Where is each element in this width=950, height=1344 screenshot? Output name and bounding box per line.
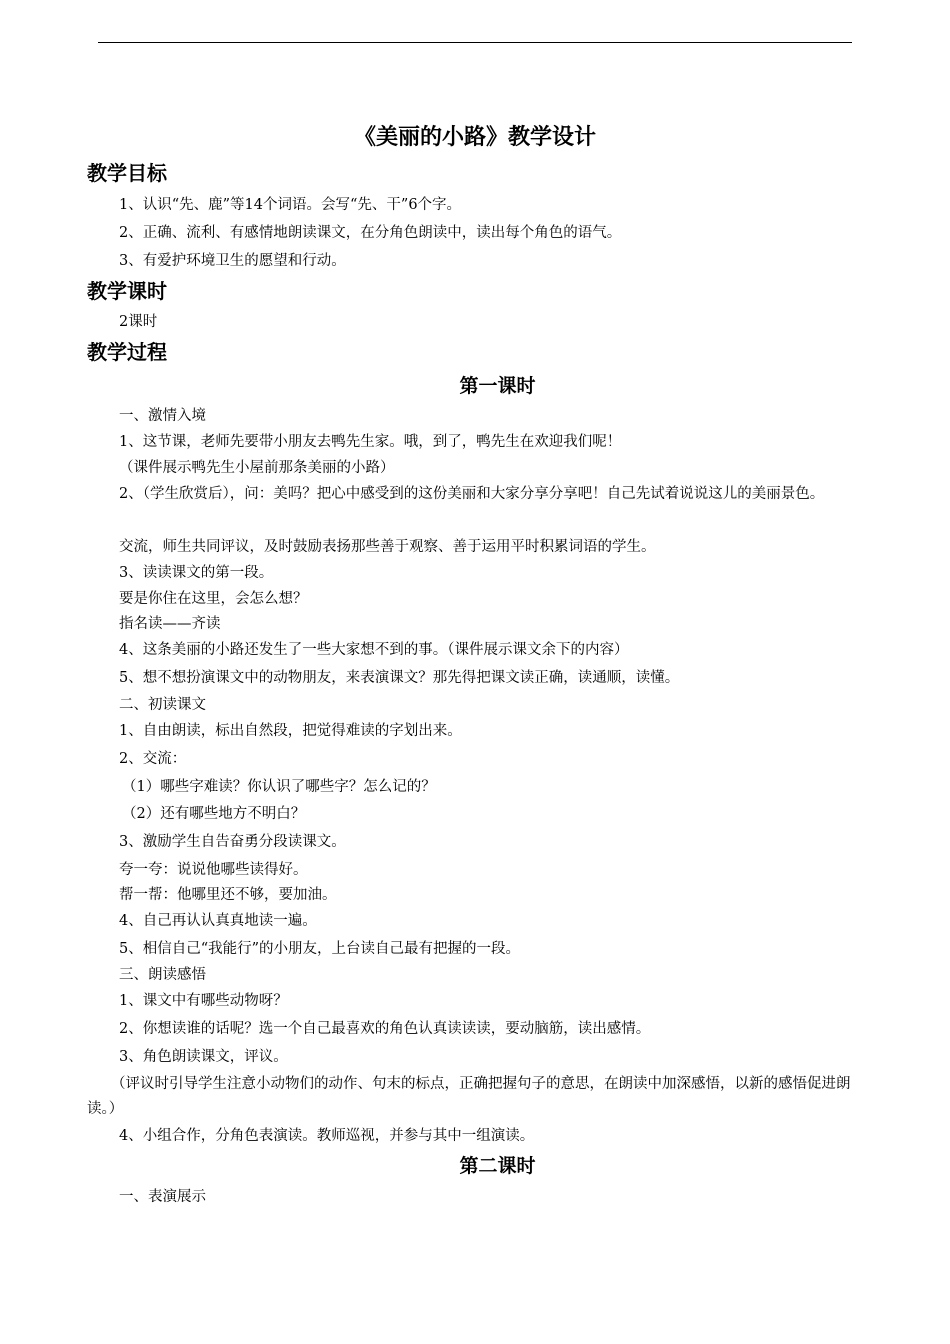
lesson-line: （1）哪些字难读？你认识了哪些字？怎么记的？ [122, 779, 436, 795]
goal-item: 3、有爱护环境卫生的愿望和行动。 [119, 253, 346, 269]
hours-value: 2课时 [119, 314, 158, 330]
heading-hours: 教学课时 [87, 279, 167, 303]
goal-item: 2、正确、流利、有感情地朗读课文，在分角色朗读中，读出每个角色的语气。 [119, 225, 622, 241]
lesson-line: （2）还有哪些地方不明白？ [122, 806, 306, 822]
lesson-line: 5、想不想扮演课文中的动物朋友，来表演课文？那先得把课文读正确，读通顺，读懂。 [119, 670, 680, 686]
lesson-line: 一、激情入境 [119, 408, 206, 424]
document-title: 《美丽的小路》教学设计 [353, 124, 596, 150]
header-rule [98, 42, 852, 43]
lesson-line: 一、表演展示 [119, 1189, 206, 1205]
lesson-line: 帮一帮：他哪里还不够，要加油。 [119, 887, 337, 903]
lesson-line: 要是你住在这里，会怎么想？ [119, 591, 308, 607]
lesson-paragraph: （评议时引导学生注意小动物们的动作、句末的标点，正确把握句子的意思，在朗读中加深感悟，以新的感悟促进朗读。） [87, 1076, 851, 1117]
lesson-line: 夸一夸：说说他哪些读得好。 [119, 862, 308, 878]
lesson-line: 3、激励学生自告奋勇分段读课文。 [119, 834, 346, 850]
lesson-line: 二、初读课文 [119, 697, 206, 713]
lesson-line: （课件展示鸭先生小屋前那条美丽的小路） [119, 460, 395, 476]
heading-goals: 教学目标 [87, 161, 167, 185]
lesson-line: 4、自己再认认真真地读一遍。 [119, 913, 317, 929]
lesson-paragraph: 2、（学生欣赏后），问：美吗？把心中感受到的这份美丽和大家分享分享吧！自己先试着说说这儿的美丽景色。 [119, 486, 825, 502]
lesson-line: 1、课文中有哪些动物呀？ [119, 993, 288, 1009]
goal-item: 1、认识“先、鹿”等14个词语。会写“先、干”6个字。 [119, 197, 462, 213]
lesson-line: 2、交流： [119, 751, 187, 767]
lesson-line: 4、这条美丽的小路还发生了一些大家想不到的事。（课件展示课文余下的内容） [119, 642, 629, 658]
lesson-line: 5、相信自己“我能行”的小朋友，上台读自己最有把握的一段。 [119, 941, 521, 957]
lesson-line: 1、这节课，老师先要带小朋友去鸭先生家。哦，到了，鸭先生在欢迎我们呢！ [119, 434, 622, 450]
heading-process: 教学过程 [87, 340, 167, 364]
lesson-line: 2、你想读谁的话呢？选一个自己最喜欢的角色认真读读读，要动脑筋，读出感情。 [119, 1021, 651, 1037]
lesson-line: 3、读读课文的第一段。 [119, 565, 274, 581]
heading-lesson1: 第一课时 [459, 375, 536, 397]
lesson-line: 三、朗读感悟 [119, 967, 206, 983]
lesson-line: 1、自由朗读，标出自然段，把觉得难读的字划出来。 [119, 723, 462, 739]
lesson-line: 交流，师生共同评议，及时鼓励表扬那些善于观察、善于运用平时积累词语的学生。 [119, 539, 656, 555]
lesson-line: 3、角色朗读课文，评议。 [119, 1049, 288, 1065]
heading-lesson2: 第二课时 [459, 1155, 536, 1177]
lesson-line: 指名读——齐读 [119, 616, 221, 632]
lesson-line: 4、小组合作，分角色表演读。教师巡视，并参与其中一组演读。 [119, 1128, 535, 1144]
